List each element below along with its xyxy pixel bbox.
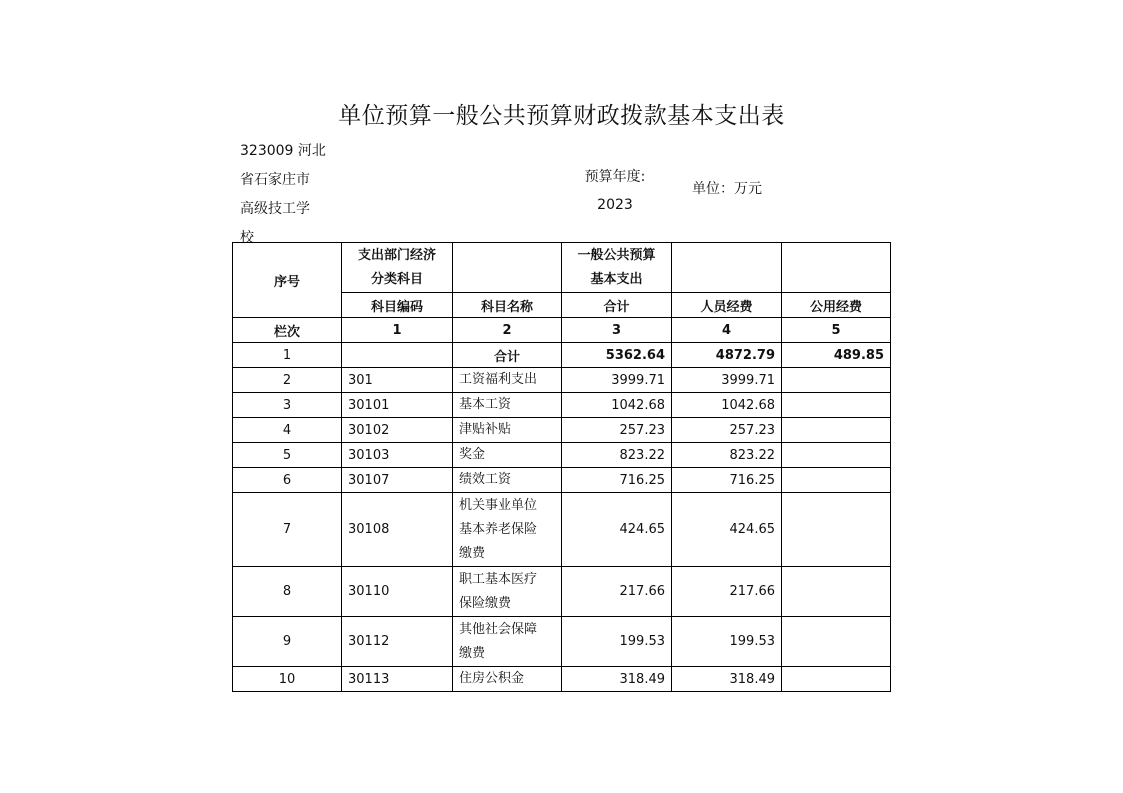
row-public [782,393,891,418]
row-seq: 4 [233,418,342,443]
header-general-budget [562,243,672,293]
table-row [233,493,891,567]
row-total: 199.53 [562,617,672,667]
row-name-line: 基本养老保险 [459,521,538,537]
row-total: 424.65 [562,493,672,567]
row-name-line: 保险缴费 [459,595,512,611]
row-personnel: 217.66 [672,567,782,617]
row-public [782,443,891,468]
row-name-line: 基本工资 [459,397,512,412]
unit-name-line: 323009 河北 [240,143,326,159]
budget-year-value: 2023 [597,197,633,213]
row-seq: 5 [233,443,342,468]
row-seq: 7 [233,493,342,567]
unit-name-line: 省石家庄市 [240,172,310,188]
row-code: 30108 [342,493,453,567]
row-name-line: 津贴补贴 [459,422,512,437]
row-name-line: 缴费 [459,545,486,561]
table-row [233,617,891,667]
row-name [453,468,562,493]
header-econ-class-line: 支出部门经济 [357,247,436,263]
row-personnel: 318.49 [672,667,782,692]
total-amount: 5362.64 [562,343,672,368]
unit-name-line: 校 [240,230,254,246]
row-public [782,493,891,567]
row-name [453,443,562,468]
row-seq: 10 [233,667,342,692]
total-personnel: 4872.79 [672,343,782,368]
header-row [233,243,891,293]
column-number: 2 [453,318,562,343]
currency-unit: 单位：万元 [692,181,762,197]
row-public [782,567,891,617]
row-name-line: 住房公积金 [459,671,525,686]
row-name-line: 职工基本医疗 [459,571,538,587]
unit-name-line: 高级技工学 [240,201,310,217]
row-total: 1042.68 [562,393,672,418]
table-row [233,393,891,418]
table-row [233,567,891,617]
row-personnel: 823.22 [672,443,782,468]
row-total: 217.66 [562,567,672,617]
row-name [453,493,562,567]
column-number: 5 [782,318,891,343]
budget-table [232,242,891,692]
row-public [782,418,891,443]
header-econ-class-line: 分类科目 [370,271,423,287]
row-total: 716.25 [562,468,672,493]
row-code: 301 [342,368,453,393]
row-name-line: 机关事业单位 [459,497,538,513]
row-name-line: 奖金 [459,447,486,462]
header-econ-class [342,243,453,293]
row-seq: 3 [233,393,342,418]
row-code: 30112 [342,617,453,667]
column-number: 1 [342,318,453,343]
row-name [453,368,562,393]
column-number: 3 [562,318,672,343]
row-name [453,393,562,418]
header-personnel: 人员经费 [672,293,782,318]
row-seq: 6 [233,468,342,493]
row-personnel: 257.23 [672,418,782,443]
row-code: 30102 [342,418,453,443]
row-public [782,468,891,493]
row-name-line: 工资福利支出 [459,372,538,387]
row-code: 30113 [342,667,453,692]
row-public [782,368,891,393]
row-name-line: 其他社会保障 [459,621,538,637]
row-public [782,667,891,692]
row-code: 30107 [342,468,453,493]
report-title: 单位预算一般公共预算财政拨款基本支出表 [338,103,785,129]
table-row [233,368,891,393]
header-code: 科目编码 [342,293,453,318]
table-row [233,667,891,692]
column-number-label: 栏次 [233,318,342,343]
row-total: 3999.71 [562,368,672,393]
row-personnel: 3999.71 [672,368,782,393]
table-row [233,468,891,493]
header-serial: 序号 [233,243,342,318]
total-name: 合计 [453,343,562,368]
row-public [782,617,891,667]
row-total: 318.49 [562,667,672,692]
budget-year-label: 预算年度: [584,169,646,185]
row-seq: 2 [233,368,342,393]
total-seq: 1 [233,343,342,368]
header-empty-cell [453,243,562,293]
header-general-budget-line: 基本支出 [590,271,643,287]
row-seq: 8 [233,567,342,617]
budget-year [560,163,670,219]
header-name: 科目名称 [453,293,562,318]
total-public: 489.85 [782,343,891,368]
header-empty-cell [782,243,891,293]
row-total: 257.23 [562,418,672,443]
header-public: 公用经费 [782,293,891,318]
row-code: 30101 [342,393,453,418]
row-personnel: 716.25 [672,468,782,493]
header-general-budget-line: 一般公共预算 [577,247,656,263]
row-seq: 9 [233,617,342,667]
row-code: 30103 [342,443,453,468]
unit-name [240,137,350,253]
row-name [453,617,562,667]
column-number: 4 [672,318,782,343]
row-personnel: 1042.68 [672,393,782,418]
column-number-row [233,318,891,343]
table-row [233,418,891,443]
header-empty-cell [672,243,782,293]
row-code: 30110 [342,567,453,617]
row-name [453,567,562,617]
table-row [233,443,891,468]
total-code [342,343,453,368]
total-row [233,343,891,368]
row-name [453,667,562,692]
row-name [453,418,562,443]
row-name-line: 缴费 [459,645,486,661]
row-total: 823.22 [562,443,672,468]
row-personnel: 199.53 [672,617,782,667]
row-personnel: 424.65 [672,493,782,567]
header-total: 合计 [562,293,672,318]
row-name-line: 绩效工资 [459,472,512,487]
